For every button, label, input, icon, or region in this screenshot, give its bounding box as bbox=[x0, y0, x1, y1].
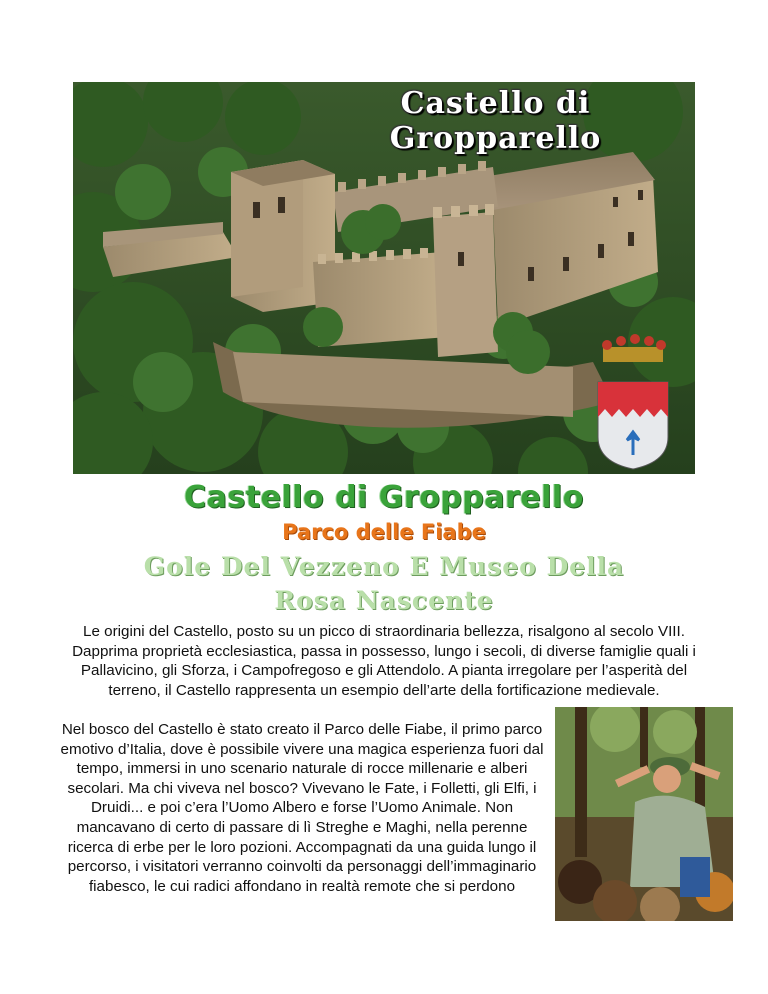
hero-title: Castello di Gropparello bbox=[389, 86, 602, 156]
castle-photo bbox=[73, 82, 695, 474]
main-heading: Castello di Gropparello bbox=[184, 480, 584, 515]
intro-paragraph: Le origini del Castello, posto su un picco di straordinaria bellezza, risalgono al secolo VIII. Dapprima proprietà ecclesiastica, passa in possesso, lungo i secoli, di diverse famiglie quali i Pallavicino, gli Sforza, i Campofregoso e gli Attendolo. A pianta irregolare per l’asperità del terreno, il Castello rappresenta un esempio dell’arte della fortificazione medievale. bbox=[72, 623, 696, 699]
park-paragraph: Nel bosco del Castello è stato creato il Parco delle Fiabe, il primo parco emotivo d’Italia, dove è possibile vivere una magica esperienza fuori dal tempo, immersi in uno scenario naturale di rocce millenarie e alberi secolari. Ma chi viveva nel bosco? Vivevano le Fate, i Folletti, gli Elfi, i Druidi... e poi c’era l’Uomo Albero e forse l’Uomo Animale. Non mancavano di certo di passare di lì Streghe e Maghi, nella perenne ricerca di erbe per le loro pozioni. Accompagnati da una guida lungo il percorso, i visitatori verranno coinvolti da personaggi dell’immaginario fiabesco, le cui radici affondano in realtà remote che si perdono bbox=[60, 721, 544, 895]
tagline-heading: Gole Del Vezzeno E Museo Della Rosa Nascente bbox=[143, 552, 625, 615]
fairy-park-illustration bbox=[555, 707, 733, 921]
sub-heading: Parco delle Fiabe bbox=[282, 520, 486, 544]
coat-of-arms bbox=[598, 334, 668, 469]
fairy-park-photo bbox=[555, 707, 733, 921]
